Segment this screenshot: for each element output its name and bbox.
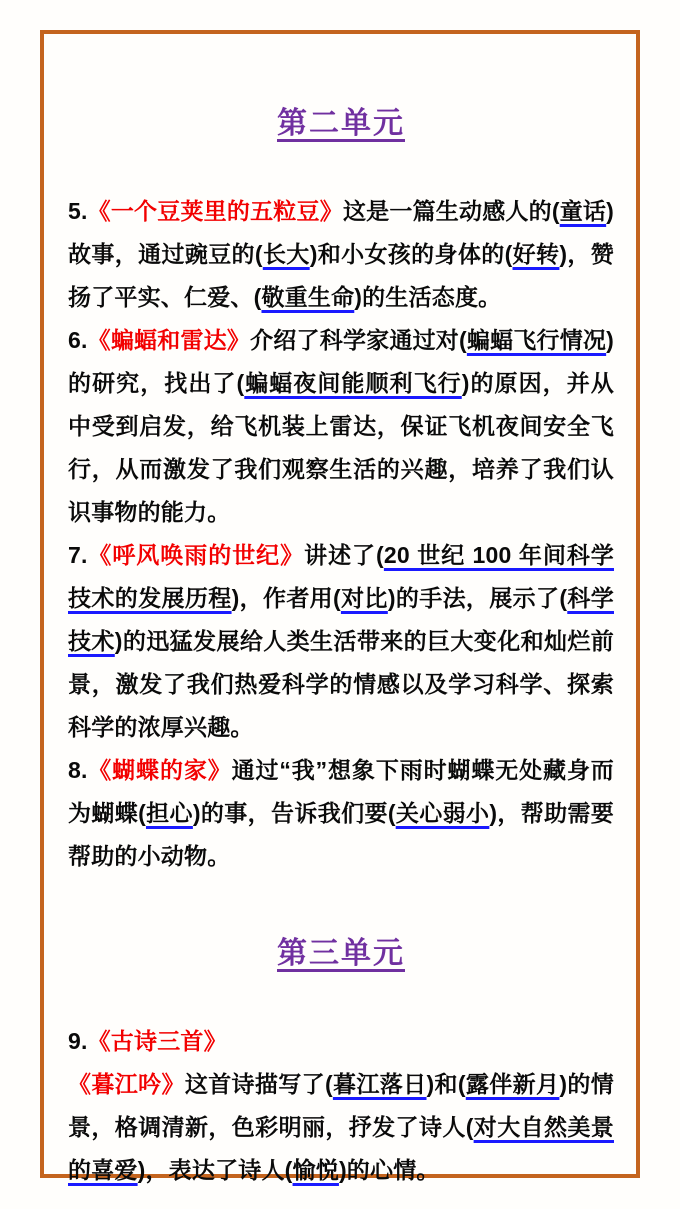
answer-blank: 20 世纪 100 年间科学技术的发展历程 [68, 542, 614, 611]
body-text: )，作者用( [231, 585, 341, 611]
answer-blank: 对比 [340, 585, 388, 611]
book-title: 《暮江吟》 [68, 1071, 185, 1097]
answer-blank: 长大 [262, 241, 310, 267]
answer-blank: 蝙蝠飞行情况 [466, 327, 607, 353]
body-text: )和( [426, 1071, 466, 1097]
body-text: 通过“我”想象下雨时蝴蝶无处藏身而为蝴蝶( [68, 757, 614, 826]
book-title: 《呼风唤雨的世纪》 [87, 542, 305, 568]
answer-blank: 担心 [145, 800, 193, 826]
body-text: )，帮助需要帮助的小动物。 [68, 800, 614, 869]
answer-blank: 好转 [512, 241, 560, 267]
answer-blank: 童话 [559, 198, 607, 224]
body-text: )，表达了诗人( [137, 1157, 293, 1183]
book-title: 《蝴蝶的家》 [87, 757, 232, 783]
answer-blank: 对大自然美景的喜爱 [68, 1114, 614, 1183]
section-heading: 第二单元 [277, 107, 405, 140]
answer-blank: 关心弱小 [395, 800, 490, 826]
book-title: 《一个豆荚里的五粒豆》 [87, 198, 343, 224]
body-text: 这是一篇生动感人的( [342, 198, 560, 224]
body-text: )的事，告诉我们要( [192, 800, 396, 826]
body-text: )的心情。 [338, 1157, 440, 1183]
book-title: 《蝙蝠和雷达》 [87, 327, 251, 353]
lesson-item [68, 749, 614, 878]
book-title: 《古诗三首》 [87, 1028, 227, 1054]
body-text: )的原因，并从中受到启发，给飞机装上雷达，保证飞机夜间安全飞行，从而激发了我们观察生活的兴趣，培养了我们认识事物的能力。 [68, 370, 614, 525]
sections [44, 34, 636, 1192]
body-text: 8. [68, 757, 88, 783]
body-text: )的研究，找出了( [68, 327, 614, 396]
body-text: )的生活态度。 [354, 284, 502, 310]
answer-blank: 露伴新月 [465, 1071, 560, 1097]
body-text: 9. [68, 1028, 88, 1054]
answer-blank: 暮江落日 [332, 1071, 427, 1097]
answer-blank: 愉悦 [292, 1157, 339, 1183]
body-text: 5. [68, 198, 88, 224]
lesson-item [68, 534, 614, 749]
lesson-item [68, 190, 614, 319]
body-text: )的情景，格调清新，色彩明丽，抒发了诗人( [68, 1071, 614, 1140]
body-text: 7. [68, 542, 88, 568]
lesson-item [68, 1020, 614, 1063]
body-text: 讲述了( [304, 542, 384, 568]
document-frame [40, 30, 640, 1183]
body-text: 6. [68, 327, 88, 353]
body-text: )的手法，展示了( [387, 585, 568, 611]
answer-blank: 蝙蝠夜间能顺利飞行 [244, 370, 462, 396]
lesson-item [68, 319, 614, 534]
answer-blank: 科学技术 [68, 585, 614, 654]
body-text: )，赞扬了平实、仁爱、( [68, 241, 614, 310]
body-text: )和小女孩的身体的( [309, 241, 513, 267]
section-heading: 第三单元 [277, 937, 405, 970]
body-text: )的迅猛发展给人类生活带来的巨大变化和灿烂前景，激发了我们热爱科学的情感以及学习科学、探索科学的浓厚兴趣。 [68, 628, 614, 740]
answer-blank: 敬重生命 [261, 284, 355, 310]
lesson-item [68, 1063, 614, 1192]
body-text: 这首诗描写了( [184, 1071, 333, 1097]
body-text: )故事，通过豌豆的( [68, 198, 614, 267]
body-text: 介绍了科学家通过对( [250, 327, 467, 353]
